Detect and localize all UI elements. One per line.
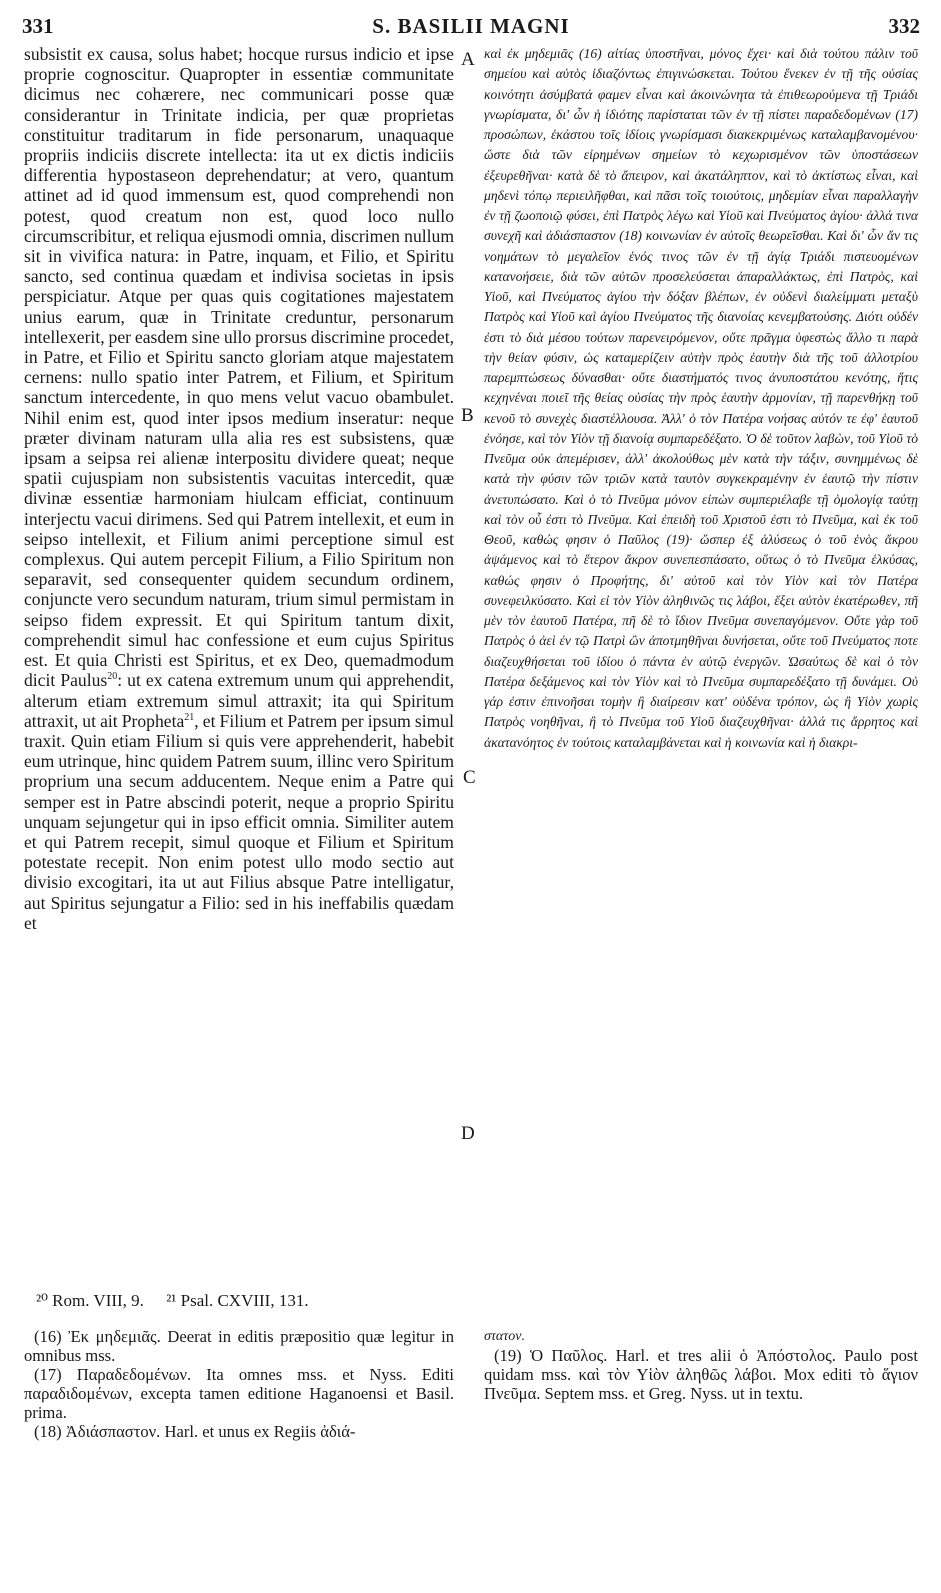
page-header (22, 14, 920, 44)
footnotes-left (24, 1327, 454, 1441)
footnotes-right (484, 1327, 918, 1403)
footnote-17: (17) Παραδεδομένων. Ita omnes mss. et Nyss. Editi παραδιδομένων, excepta tamen editione Haganoensi et Basil. prima. (24, 1365, 454, 1422)
footnote-19: (19) Ὁ Παῦλος. Harl. et tres alii ὁ Ἀπόστολος. Paulo post quidam mss. καὶ τὸν Υἱὸν ἀληθῶς λάβοι. Mox editi τὸ ἅγιον Πνεῦμα. Septem mss. et Greg. Nyss. ut in textu. (484, 1346, 918, 1403)
section-marker-c: C (463, 767, 476, 788)
footnote-18: (18) Ἀδιάσπαστον. Harl. et unus ex Regiis ἀδιά- (34, 1422, 356, 1441)
latin-text-3: , et Filium et Patrem per ipsum simul traxit. Quin etiam Filium si quis vere apprehenderit, habebit eum utrinque, hinc quidem Patrem suum, illinc vero Spiritum proprium una secum adducentem. Neque enim a Patre qui semper est in Patre abscindi poterit, neque a proprio Spiritu unquam sejungetur qui in ipso efficit omnia. Similiter autem et qui Patrem recepit, simul quoque et Filium et Spiritum potestate recepit. Non enim potest ullo modo sectio aut divisio excogitari, ita ut aut Filius absque Patre intelligatur, aut Spiritus sejungatur a Filio: sed in his ineffabilis quædam et (24, 710, 454, 933)
footnote-ref-21: 21 (184, 711, 195, 723)
latin-paragraph (24, 44, 454, 933)
latin-text-2: : ut ex catena extremum unum qui apprehendit, alterum etiam extremum simul attraxit; ita qui Spiritum attraxit, ut ait Propheta (24, 670, 454, 731)
page-number-right: 332 (888, 14, 920, 38)
page-number-left: 331 (22, 14, 54, 38)
footnote-ref-20: 20 (107, 671, 118, 683)
footnote-16: (16) Ἐκ μηδεμιᾶς. Deerat in editis præpositio quæ legitur in omnibus mss. (24, 1327, 454, 1365)
scripture-ref-20: ²⁰ Rom. VIII, 9. (36, 1291, 144, 1310)
running-title: S. BASILII MAGNI (372, 14, 570, 38)
greek-paragraph: καὶ ἐκ μηδεμιᾶς (16) αἰτίας ὑποστῆναι, μόνος ἔχει· καὶ διὰ τούτου πάλιν τοῦ σημείου καὶ αὐτὸς ἰδιαζόντως ἐπιγινώσκεται. Τούτου ἕνεκεν ἐν τῇ τῆς οὐσίας κοινότητι ἀσύμβατά φαμεν εἶναι καὶ ἀκοινώνητα τὰ ἐπιθεωρούμενα τῇ Τριάδι γνωρίσματα, δι' ὧν ἡ ἰδιότης παρίσταται τῶν ἐν τῇ πίστει παραδεδομένων (17) προσώπων, ἑκάστου τοῖς ἰδίοις γνωρίσμασι διακεκριμένως καταλαμβανομένου· ὥστε διὰ τῶν εἰρημένων σημείων τὸ κεχωρισμένον τῶν ὑποστάσεων ἐξευρεθῆναι· κατὰ δὲ τὸ ἄπειρον, καὶ ἀκατάληπτον, καὶ τὸ ἀκτίστως εἶναι, καὶ μηδενὶ τόπῳ περιειλῆφθαι, καὶ πᾶσι τοῖς τοιούτοις, μηδεμίαν εἶναι παραλλαγὴν ἐν τῇ ζωοποιῷ φύσει, ἐπὶ Πατρὸς λέγω καὶ Υἱοῦ καὶ Πνεύματος ἁγίου· ἀλλά τινα συνεχῆ καὶ ἀδιάσπαστον (18) κοινωνίαν ἐν αὐτοῖς θεωρεῖσθαι. Καὶ δι' ὧν ἄν τις νοημάτων τὸ μεγαλεῖον ἑνός τινος τῶν ἐν τῇ ἁγίᾳ Τριάδι πιστευομένων κατανοήσειε, διὰ τῶν αὐτῶν προσελεύσεται ἀπαραλλάκτως, ἐπὶ Πατρὸς, καὶ Υἱοῦ, καὶ Πνεύματος ἁγίου τὴν δόξαν βλέπων, ἐν οὐδενὶ διαλείμματι μεταξὺ Πατρὸς καὶ Υἱοῦ καὶ ἁγίου Πνεύματος τῆς διανοίας κενεμβατούσης. Διότι οὐδέν ἐστι τὸ διὰ μέσου τούτων παρενειρόμενον, οὔτε πρᾶγμα ὑφεστὼς ἄλλο τι παρὰ τὴν θείαν φύσιν, ὡς καταμερίζειν αὐτὴν πρὸς ἑαυτὴν διὰ τῆς τοῦ ἀλλοτρίου παρεμπτώσεως δύνασθαι· οὔτε διαστήματός τινος ἀνυποστάτου κενότης, ἥτις κεχηνέναι ποιεῖ τῆς θείας οὐσίας τὴν πρὸς ἑαυτὴν ἁρμονίαν, τῇ παρενθήκῃ τοῦ κενοῦ τὸ συνεχὲς διαστέλλουσα. Ἀλλ' ὁ τὸν Πατέρα νοήσας αὐτόν τε ἐφ' ἑαυτοῦ ἐνόησε, καὶ τὸν Υἱὸν τῇ διανοίᾳ συμπαρεδέξατο. Ὁ δὲ τοῦτον λαβὼν, τοῦ Υἱοῦ τὸ Πνεῦμα οὐκ ἀπεμέρισεν, ἀλλ' ἀκολούθως μὲν κατὰ τὴν τάξιν, συνημμένως δὲ κατὰ τὴν φύσιν τῶν τριῶν κατὰ ταυτὸν συγκεκραμένην ἐν ἑαυτῷ τὴν πίστιν ἀνετυπώσατο. Καὶ ὁ τὸ Πνεῦμα μόνον εἰπὼν συμπεριέλαβε τῇ ὁμολογίᾳ ταύτῃ καὶ τὸν οὗ ἐστι τὸ Πνεῦμα. Καὶ ἐπειδὴ τοῦ Χριστοῦ ἐστι τὸ Πνεῦμα, καὶ ἐκ τοῦ Θεοῦ, καθώς φησιν ὁ Παῦλος (19)· ὥσπερ ἐξ ἁλύσεως ὁ τοῦ ἑνὸς ἄκρου ἀψάμενος καὶ τὸ ἕτερον ἄκρον συνεπεσπάσατο, οὕτως ὁ τὸ Πνεῦμα ἑλκύσας, καθώς φησιν ὁ Προφήτης, δι' αὐτοῦ καὶ τὸν Υἱὸν καὶ τὸν Πατέρα συνεφειλκύσατο. Καὶ εἰ τὸν Υἱὸν ἀληθινῶς τις λάβοι, ἕξει αὐτὸν ἑκατέρωθεν, πῆ μὲν τὸν ἑαυτοῦ Πατέρα, πῆ δὲ τὸ ἴδιον Πνεῦμα συνεπαγόμενον. Οὔτε γὰρ τοῦ Πατρὸς ὁ ἀεὶ ἐν τῷ Πατρὶ ὢν ἀποτμηθῆναι δυνήσεται, οὔτε τοῦ Πνεύματος ποτε διαζευχθήσεται τοῦ ἰδίου ὁ πάντα ἐν αὐτῷ ἐνεργῶν. Ὡσαύτως δὲ καὶ ὁ τὸν Πατέρα δεξάμενος καὶ τὸν Υἱὸν καὶ τὸ Πνεῦμα συμπαρεδέξατο τῇ δυνάμει. Οὐ γάρ ἐστιν ἐπινοῆσαι τομὴν ἢ διαίρεσιν κατ' οὐδένα τρόπον, ὡς ἢ Υἱὸν χωρὶς Πατρὸς νοηθῆναι, ἢ τὸ Πνεῦμα τοῦ Υἱοῦ διαζευχθῆναι· ἀλλά τις ἄρρητος καὶ ἀκατανόητος ἐν τούτοις καταλαμβάνεται καὶ ἡ κοινωνία καὶ ἡ διακρι- (484, 46, 918, 750)
footnote-18-continuation: στατον. (484, 1329, 525, 1344)
scripture-ref-21: ²¹ Psal. CXVIII, 131. (166, 1291, 309, 1310)
scripture-references (36, 1291, 456, 1311)
section-marker-b: B (461, 405, 474, 426)
section-marker-a: A (461, 49, 475, 70)
section-marker-d: D (461, 1123, 475, 1144)
latin-text-1: subsistit ex causa, solus habet; hocque rursus indicio et ipse proprie cognoscitur. Quapropter in essentiæ communitate dicimus nec cohærere, nec communicari posse quæ considerantur in Trinitate indicia, per quæ proprietas constituitur traditarum in fide personarum, unaquaque propriis indiciis discrete intellecta: ita ut ex dictis indiciis differentia hypostaseon deprehendatur; at vero, quantum attinet ad id quod immensum est, quod comprehendi non potest, quod creatum non est, quod loco nullo circumscribitur, et reliqua ejusmodi omnia, discrimen nullum sit in vivifica natura: in Patre, inquam, et Filio, et Spiritu sancto, sed continua quædam et indivisa societas in ipsis perspiciatur. Atque per quas quis cogitationes majestatem unius earum, quæ in Trinitate creduntur, personarum intellexerit, per easdem sine ullo prorsus discrimine procedet, in Patre, et Filio et Spiritu sancto gloriam atque majestatem cernens: nullo spatio inter Patrem, et Filium, et Spiritum sanctum intercedente, in quo mens velut vacuo obambulet. Nihil enim est, quod inter ipsos medium inseratur: neque præter divinam naturam ulla alia res est subsistens, quæ ipsam a seipsa rei alienæ interpositu dividere queat; neque spatii cujuspiam non subsistentis vacuitas intercedit, quæ divinæ essentiæ harmoniam hiulcam efficiat, continuum interjectu vacui dirimens. Sed qui Patrem intellexit, et eum in seipso intellexit, et Filium animi perceptione simul est complexus. Qui autem percepit Filium, a Filio Spiritum non separavit, sed consequenter quidem secundum ordinem, conjuncte vero secundum naturam, trium simul permistam in seipso fidem expressit. Et qui Spiritum tantum dixit, comprehendit simul hac confessione et eum cujus Spiritus est. Et quia Christi est Spiritus, et ex Deo, quemadmodum dicit Paulus (24, 44, 454, 691)
latin-column (24, 44, 454, 933)
greek-column (484, 44, 918, 753)
